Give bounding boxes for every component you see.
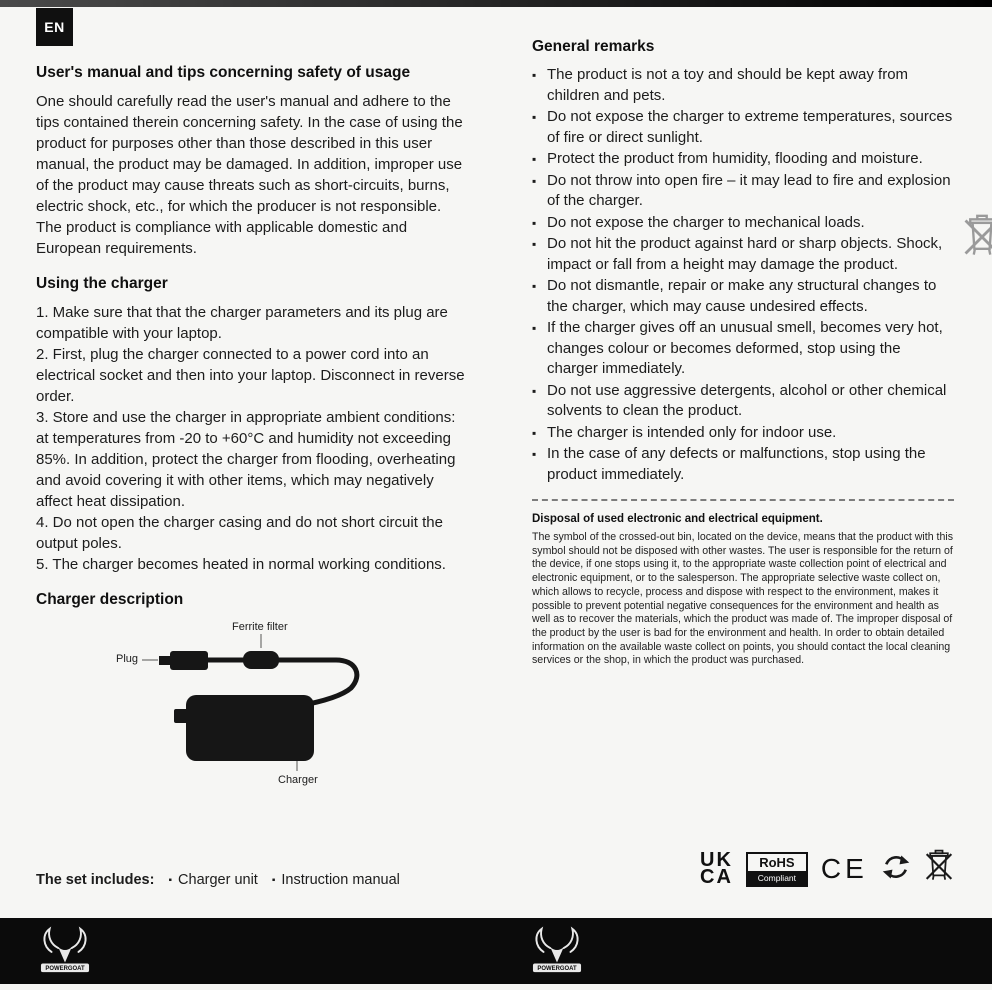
plug-label: Plug xyxy=(116,653,139,665)
powergoat-logo xyxy=(36,925,94,980)
set-includes-line xyxy=(36,872,400,888)
charger-brick xyxy=(186,695,314,761)
set-includes-label: The set includes: xyxy=(36,871,155,888)
charger-diagram xyxy=(36,618,470,808)
remark-item: ▪ Do not expose the charger to mechanical loads. xyxy=(532,213,954,234)
remark-item: ▪ Do not dismantle, repair or make any structural changes to the charger, which may cause undesired effects. xyxy=(532,276,954,317)
remark-item: ▪ Do not expose the charger to extreme temperatures, sources of fire or direct sunlight. xyxy=(532,107,954,148)
footer-bar xyxy=(0,918,992,984)
remark-item: ▪ Protect the product from humidity, flooding and moisture. xyxy=(532,149,954,170)
remark-item: ▪ If the charger gives off an unusual smell, becomes very hot, changes colour or becomes deformed, stop using the charger immediately. xyxy=(532,318,954,380)
charger-description-heading: Charger description xyxy=(36,591,184,608)
remark-item: ▪ The charger is intended only for indoor use. xyxy=(532,423,954,444)
rohs-mark: RoHS Compliant xyxy=(746,852,808,887)
using-step: 3. Store and use the charger in appropriate ambient conditions: at temperatures from -20 to +60°C and humidity not exceeding 85%. In addition, protect the charger from flooding, overheating and avoid covering it with other items, which may negatively affect heat dissipation. xyxy=(36,409,456,510)
disposal-paragraph: The symbol of the crossed-out bin, located on the device, means that the product with this symbol should not be disposed with other wastes. The user is responsible for the return of the device, if one stops using it, to the appropriate waste collection point of electrical and electronic equipment, or to the salesperson. The appropriate selective waste collect on, which allows to recycle, process and dispose with respect to the environment, makes it possible to prevent potential negative consequences for the environment and health as well as to recover the materials, which the product was made of. The improper disposal of the product by the user is bad for the environment and health. In order to obtain detailed information on the available waste collect on points, you should contact the local cleaning services or the shop, in which the product was purchased. xyxy=(532,531,954,667)
remark-item: ▪ Do not throw into open fire – it may lead to fire and explosion of the charger. xyxy=(532,171,954,212)
plug-tip xyxy=(159,656,170,665)
ukca-mark: UK CA xyxy=(700,849,733,888)
plug-body xyxy=(170,651,208,670)
ferrite-filter-label: Ferrite filter xyxy=(232,621,288,633)
general-remarks-list xyxy=(532,65,954,485)
set-includes-item: ▪ Charger unit xyxy=(168,872,257,888)
weee-bin-icon xyxy=(924,848,954,890)
language-badge: EN xyxy=(36,8,73,46)
remark-item: ▪ Do not hit the product against hard or sharp objects. Shock, impact or fall from a height may damage the product. xyxy=(532,234,954,275)
svg-text:POWERGOAT: POWERGOAT xyxy=(45,966,85,973)
ce-mark: CE xyxy=(820,853,868,884)
using-step: 1. Make sure that that the charger parameters and its plug are compatible with your laptop. xyxy=(36,304,448,342)
safety-paragraph: One should carefully read the user's manual and adhere to the tips contained therein concerning safety. In the case of using the product for purposes other than those described in this user manual, the product may be damaged. In addition, improper use of the product may cause threats such as short-circuits, burns, electric shock, etc., for which the producer is not responsible. The product is compliance with applicable domestic and European requirements. xyxy=(36,93,463,257)
top-edge-strip xyxy=(0,0,992,7)
remark-item: ▪ The product is not a toy and should be kept away from children and pets. xyxy=(532,65,954,106)
using-step: 2. First, plug the charger connected to a power cord into an electrical socket and then into your laptop. Disconnect in reverse order. xyxy=(36,346,465,405)
remark-item: ▪ In the case of any defects or malfunctions, stop using the product immediately. xyxy=(532,444,954,485)
using-step: 5. The charger becomes heated in normal working conditions. xyxy=(36,556,446,573)
safety-heading: User's manual and tips concerning safety of usage xyxy=(36,64,411,81)
recycling-icon xyxy=(881,852,911,887)
using-charger-heading: Using the charger xyxy=(36,275,168,292)
right-column xyxy=(532,38,954,668)
using-step: 4. Do not open the charger casing and do not short circuit the output poles. xyxy=(36,514,443,552)
set-includes-item: ▪ Instruction manual xyxy=(272,872,400,888)
left-column xyxy=(36,64,470,808)
general-remarks-heading: General remarks xyxy=(532,38,655,55)
compliance-marks xyxy=(700,846,954,892)
powergoat-logo xyxy=(528,925,586,980)
svg-text:POWERGOAT: POWERGOAT xyxy=(537,966,577,973)
disposal-heading: Disposal of used electronic and electrical equipment. xyxy=(532,513,823,525)
ferrite-filter xyxy=(243,651,279,669)
dashed-divider xyxy=(532,499,954,501)
charger-label: Charger xyxy=(278,774,318,786)
charger-diagram-art xyxy=(36,618,470,808)
weee-bin-edge-icon xyxy=(962,212,992,267)
remark-item: ▪ Do not use aggressive detergents, alcohol or other chemical solvents to clean the product. xyxy=(532,381,954,422)
